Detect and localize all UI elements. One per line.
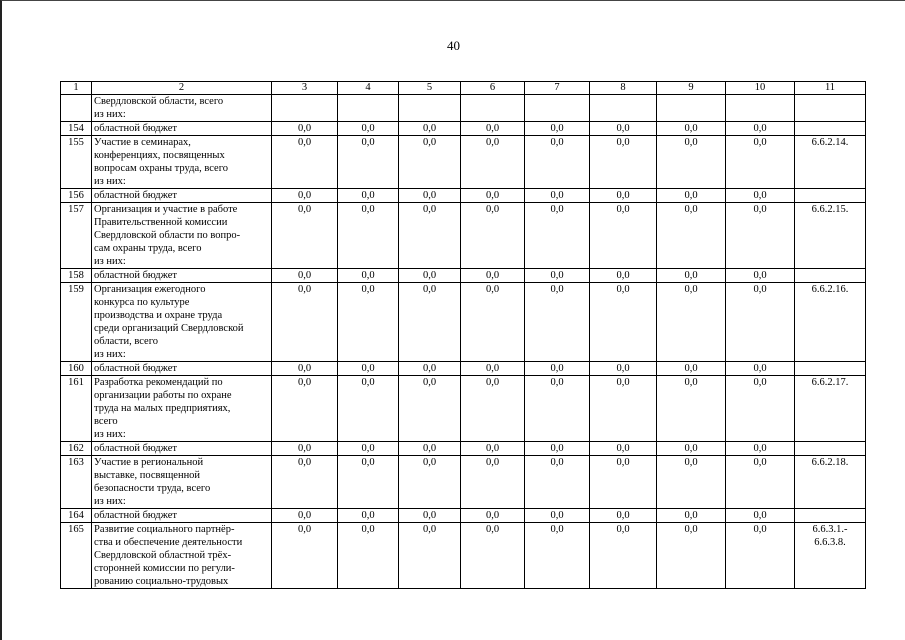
row-number: 163	[61, 456, 92, 509]
value-cell: 0,0	[272, 523, 338, 589]
value-cell: 0,0	[399, 189, 461, 203]
value-cell: 0,0	[590, 269, 657, 283]
value-cell: 0,0	[272, 269, 338, 283]
value-cell: 0,0	[399, 269, 461, 283]
description-line: из них:	[94, 176, 126, 187]
column-header: 5	[399, 82, 461, 95]
value-cell: 0,0	[338, 456, 399, 509]
row-number: 160	[61, 362, 92, 376]
value-cell: 0,0	[726, 136, 795, 189]
value-cell: 0,0	[461, 509, 525, 523]
value-cell: 0,0	[461, 376, 525, 442]
reference-cell	[795, 362, 866, 376]
table-row	[61, 283, 866, 362]
reference-line: 6.6.2.17.	[811, 377, 849, 388]
description-line: среди организаций Свердловской	[94, 323, 244, 334]
value-cell: 0,0	[726, 189, 795, 203]
table-row	[61, 509, 866, 523]
value-cell: 0,0	[525, 456, 590, 509]
description-line: труда на малых предприятиях,	[94, 403, 231, 414]
table-row	[61, 523, 866, 589]
description-line: вопросам охраны труда, всего	[94, 163, 228, 174]
reference-cell	[795, 456, 866, 509]
value-cell: 0,0	[461, 283, 525, 362]
reference-cell	[795, 136, 866, 189]
value-cell: 0,0	[272, 456, 338, 509]
value-cell: 0,0	[590, 136, 657, 189]
column-header: 7	[525, 82, 590, 95]
value-cell: 0,0	[399, 283, 461, 362]
value-cell: 0,0	[338, 189, 399, 203]
row-description	[92, 122, 272, 136]
row-number: 155	[61, 136, 92, 189]
row-description	[92, 442, 272, 456]
value-cell: 0,0	[338, 442, 399, 456]
value-cell: 0,0	[461, 122, 525, 136]
description-line: области, всего	[94, 336, 158, 347]
row-description	[92, 269, 272, 283]
description-line: Участие в региональной	[94, 457, 204, 468]
value-cell: 0,0	[590, 456, 657, 509]
description-line: областной бюджет	[94, 363, 177, 374]
page-number: 40	[447, 38, 460, 53]
row-description	[92, 283, 272, 362]
value-cell: 0,0	[461, 136, 525, 189]
reference-cell	[795, 269, 866, 283]
row-description	[92, 362, 272, 376]
description-line: Организация и участие в работе	[94, 204, 238, 215]
value-cell: 0,0	[399, 203, 461, 269]
reference-line: 6.6.2.14.	[811, 137, 849, 148]
value-cell: 0,0	[590, 509, 657, 523]
table-row	[61, 203, 866, 269]
description-line: сам охраны труда, всего	[94, 243, 202, 254]
value-cell: 0,0	[525, 283, 590, 362]
value-cell: 0,0	[726, 283, 795, 362]
table-row	[61, 189, 866, 203]
value-cell: 0,0	[399, 362, 461, 376]
table-row	[61, 136, 866, 189]
value-cell: 0,0	[338, 269, 399, 283]
reference-cell	[795, 442, 866, 456]
row-description	[92, 95, 272, 122]
row-description	[92, 523, 272, 589]
row-number: 156	[61, 189, 92, 203]
table-row	[61, 442, 866, 456]
description-line: из них:	[94, 429, 126, 440]
reference-line: 6.6.3.8.	[814, 537, 846, 548]
value-cell: 0,0	[399, 509, 461, 523]
description-line: сторонней комиссии по регули-	[94, 563, 235, 574]
value-cell: 0,0	[461, 523, 525, 589]
description-line: организации работы по охране	[94, 390, 232, 401]
description-line: Развитие социального партнёр-	[94, 524, 235, 535]
value-cell: 0,0	[525, 203, 590, 269]
description-line: Организация ежегодного	[94, 284, 206, 295]
description-line: из них:	[94, 496, 126, 507]
row-number: 162	[61, 442, 92, 456]
value-cell: 0,0	[338, 362, 399, 376]
reference-line: 6.6.2.18.	[811, 457, 849, 468]
row-number: 159	[61, 283, 92, 362]
reference-cell	[795, 523, 866, 589]
row-number: 164	[61, 509, 92, 523]
value-cell: 0,0	[590, 203, 657, 269]
value-cell: 0,0	[525, 269, 590, 283]
value-cell: 0,0	[590, 442, 657, 456]
value-cell: 0,0	[657, 362, 726, 376]
value-cell: 0,0	[272, 189, 338, 203]
value-cell: 0,0	[272, 283, 338, 362]
table-row	[61, 95, 866, 122]
value-cell: 0,0	[461, 362, 525, 376]
value-cell: 0,0	[399, 456, 461, 509]
row-number: 157	[61, 203, 92, 269]
value-cell: 0,0	[461, 269, 525, 283]
value-cell: 0,0	[590, 283, 657, 362]
value-cell: 0,0	[590, 376, 657, 442]
column-header: 4	[338, 82, 399, 95]
row-number	[61, 95, 92, 122]
description-line: Правительственной комиссии	[94, 217, 228, 228]
reference-cell	[795, 376, 866, 442]
value-cell: 0,0	[461, 189, 525, 203]
reference-cell	[795, 283, 866, 362]
table-row	[61, 269, 866, 283]
value-cell	[657, 95, 726, 122]
value-cell: 0,0	[657, 523, 726, 589]
value-cell: 0,0	[657, 509, 726, 523]
row-description	[92, 376, 272, 442]
column-header: 6	[461, 82, 525, 95]
value-cell: 0,0	[657, 203, 726, 269]
row-description	[92, 136, 272, 189]
value-cell: 0,0	[525, 376, 590, 442]
value-cell: 0,0	[525, 189, 590, 203]
value-cell: 0,0	[338, 376, 399, 442]
description-line: всего	[94, 416, 118, 427]
value-cell: 0,0	[272, 376, 338, 442]
value-cell: 0,0	[272, 136, 338, 189]
value-cell: 0,0	[399, 523, 461, 589]
value-cell: 0,0	[590, 362, 657, 376]
value-cell: 0,0	[399, 122, 461, 136]
value-cell: 0,0	[461, 203, 525, 269]
column-header: 9	[657, 82, 726, 95]
value-cell: 0,0	[272, 122, 338, 136]
value-cell: 0,0	[461, 442, 525, 456]
description-line: областной бюджет	[94, 510, 177, 521]
reference-cell	[795, 203, 866, 269]
column-header: 2	[92, 82, 272, 95]
description-line: областной бюджет	[94, 123, 177, 134]
description-line: производства и охране труда	[94, 310, 223, 321]
reference-cell	[795, 122, 866, 136]
reference-cell	[795, 95, 866, 122]
description-line: областной бюджет	[94, 270, 177, 281]
description-line: областной бюджет	[94, 190, 177, 201]
value-cell: 0,0	[525, 523, 590, 589]
value-cell: 0,0	[399, 442, 461, 456]
value-cell: 0,0	[657, 269, 726, 283]
value-cell: 0,0	[525, 136, 590, 189]
description-line: конференциях, посвященных	[94, 150, 225, 161]
value-cell: 0,0	[726, 376, 795, 442]
row-description	[92, 203, 272, 269]
budget-table	[60, 81, 866, 589]
value-cell: 0,0	[657, 456, 726, 509]
value-cell: 0,0	[525, 362, 590, 376]
value-cell: 0,0	[657, 189, 726, 203]
table-row	[61, 376, 866, 442]
description-line: из них:	[94, 349, 126, 360]
description-line: ства и обеспечение деятельности	[94, 537, 243, 548]
row-number: 161	[61, 376, 92, 442]
value-cell: 0,0	[726, 456, 795, 509]
reference-line: 6.6.2.16.	[811, 284, 849, 295]
row-description	[92, 509, 272, 523]
value-cell: 0,0	[338, 509, 399, 523]
description-line: из них:	[94, 256, 126, 267]
value-cell: 0,0	[272, 203, 338, 269]
description-line: Свердловской области, всего	[94, 96, 224, 107]
description-line: Свердловской области по вопро-	[94, 230, 241, 241]
column-header: 11	[795, 82, 866, 95]
column-header: 3	[272, 82, 338, 95]
column-header: 8	[590, 82, 657, 95]
value-cell	[338, 95, 399, 122]
row-description	[92, 189, 272, 203]
value-cell: 0,0	[399, 136, 461, 189]
value-cell: 0,0	[590, 523, 657, 589]
value-cell: 0,0	[272, 509, 338, 523]
value-cell: 0,0	[525, 442, 590, 456]
value-cell: 0,0	[726, 203, 795, 269]
column-header: 10	[726, 82, 795, 95]
description-line: конкурса по культуре	[94, 297, 190, 308]
value-cell: 0,0	[525, 122, 590, 136]
reference-line: 6.6.3.1.-	[812, 524, 848, 535]
value-cell: 0,0	[657, 376, 726, 442]
value-cell: 0,0	[338, 283, 399, 362]
description-line: выставке, посвященной	[94, 470, 201, 481]
description-line: безопасности труда, всего	[94, 483, 211, 494]
value-cell: 0,0	[338, 523, 399, 589]
description-line: Разработка рекомендаций по	[94, 377, 223, 388]
value-cell: 0,0	[726, 523, 795, 589]
row-description	[92, 456, 272, 509]
value-cell	[525, 95, 590, 122]
value-cell: 0,0	[726, 122, 795, 136]
value-cell: 0,0	[657, 283, 726, 362]
value-cell: 0,0	[726, 362, 795, 376]
column-header: 1	[61, 82, 92, 95]
value-cell: 0,0	[726, 269, 795, 283]
table-body	[61, 95, 866, 589]
value-cell: 0,0	[399, 376, 461, 442]
value-cell	[590, 95, 657, 122]
value-cell	[399, 95, 461, 122]
value-cell: 0,0	[461, 456, 525, 509]
value-cell: 0,0	[338, 136, 399, 189]
value-cell: 0,0	[272, 362, 338, 376]
reference-cell	[795, 509, 866, 523]
description-line: областной бюджет	[94, 443, 177, 454]
value-cell: 0,0	[657, 122, 726, 136]
table-row	[61, 362, 866, 376]
row-number: 165	[61, 523, 92, 589]
table-row	[61, 122, 866, 136]
value-cell: 0,0	[525, 509, 590, 523]
row-number: 158	[61, 269, 92, 283]
value-cell: 0,0	[590, 189, 657, 203]
value-cell	[726, 95, 795, 122]
description-line: рованию социально-трудовых	[94, 576, 229, 587]
value-cell: 0,0	[726, 442, 795, 456]
description-line: Свердловской областной трёх-	[94, 550, 232, 561]
value-cell: 0,0	[272, 442, 338, 456]
value-cell: 0,0	[338, 122, 399, 136]
description-line: из них:	[94, 109, 126, 120]
value-cell: 0,0	[657, 442, 726, 456]
header-row	[61, 82, 866, 95]
value-cell: 0,0	[657, 136, 726, 189]
row-number: 154	[61, 122, 92, 136]
description-line: Участие в семинарах,	[94, 137, 191, 148]
value-cell: 0,0	[338, 203, 399, 269]
value-cell	[272, 95, 338, 122]
reference-line: 6.6.2.15.	[811, 204, 849, 215]
table-row	[61, 456, 866, 509]
value-cell: 0,0	[726, 509, 795, 523]
reference-cell	[795, 189, 866, 203]
value-cell: 0,0	[590, 122, 657, 136]
value-cell	[461, 95, 525, 122]
